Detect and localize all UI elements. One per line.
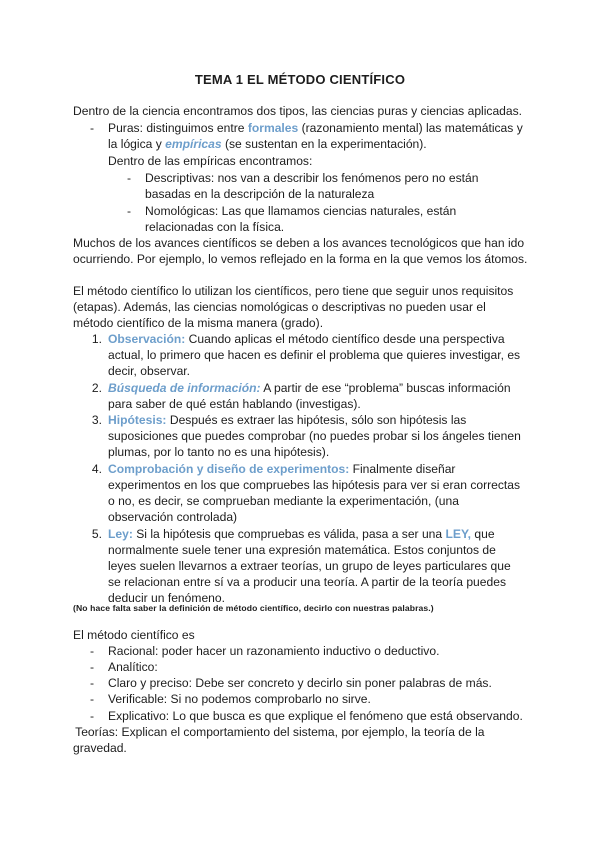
step-term: Ley: [108, 527, 133, 541]
dash-bullet: - [90, 709, 95, 723]
metodo-line-2: (etapas). Además, las ciencias nomológicas o descriptivas no pueden usar el [73, 300, 486, 314]
sub-item-descriptivas: Descriptivas: nos van a describir los fenómenos pero no están [145, 171, 479, 185]
step-term: Observación: [108, 332, 186, 346]
dash-bullet: - [90, 644, 95, 658]
note-text: (No hace falta saber la definición de método científico, decirlo con nuestras palabras.) [73, 603, 434, 613]
step-term: Búsqueda de información: [108, 381, 261, 395]
step-line: deducir un fenómeno. [108, 591, 225, 605]
es-item: Explicativo: Lo que busca es que explique el fenómeno que está observando. [108, 709, 523, 723]
step-number: 3. [91, 413, 102, 427]
dash-bullet: - [90, 660, 95, 674]
step-number: 1. [91, 332, 102, 346]
es-item: Claro y preciso: Debe ser concreto y decirlo sin poner palabras de más. [108, 676, 492, 690]
dash-bullet: - [90, 676, 95, 690]
intro-text: Dentro de la ciencia encontramos dos tipos, las ciencias puras y ciencias aplicadas. [73, 104, 523, 118]
puras-line-3: Dentro de las empíricas encontramos: [108, 154, 313, 168]
dash-bullet: - [127, 204, 132, 218]
step-number: 4. [91, 462, 102, 476]
es-item: Racional: poder hacer un razonamiento inductivo o deductivo. [108, 644, 440, 658]
step-line: actual, lo primero que hacen es definir el problema que quieres investigar, es [108, 348, 521, 362]
formales-term: formales [247, 121, 299, 135]
step-line: leyes suelen llevarnos a extraer teorías, un grupo de leyes particulares que [108, 559, 511, 573]
step-line: decir, observar. [108, 364, 191, 378]
step-comprobacion: Comprobación y diseño de experimentos: Finalmente diseñar [108, 462, 456, 476]
step-observacion: Observación: Cuando aplicas el método científico desde una perspectiva [108, 332, 505, 346]
step-term: Comprobación y diseño de experimentos: [108, 462, 350, 476]
dash-bullet: - [127, 171, 132, 185]
dash-bullet: - [90, 692, 95, 706]
puras-line-2: la lógica y empíricas (se sustentan en la experimentación). [108, 137, 427, 151]
step-line: se relacionan entre sí va a producir una teoría. A partir de la teoría puedes [108, 575, 506, 589]
step-line: experimentos en los que compruebes las hipótesis para ver si eran correctas [108, 478, 521, 492]
step-ley: Ley: Si la hipótesis que compruebas es válida, pasa a ser una LEY, que [108, 527, 495, 541]
step-number: 5. [91, 527, 102, 541]
dash-bullet: - [90, 121, 95, 135]
sub-item-nomologicas: Nomológicas: Las que llamamos ciencias naturales, están [145, 204, 457, 218]
metodo-line-1: El método científico lo utilizan los científicos, pero tiene que seguir unos requisitos [73, 284, 514, 298]
step-busqueda: Búsqueda de información: A partir de ese “problema” buscas información [108, 381, 511, 395]
metodo-line-3: método científico de la misma manera (grado). [73, 316, 324, 330]
step-number: 2. [91, 381, 102, 395]
teorias-line-2: gravedad. [73, 741, 127, 755]
step-line: suposiciones que puedes comprobar (no puedes probar si los ángeles tienen [108, 429, 521, 443]
puras-line-1: Puras: distinguimos entre formales (razonamiento mental) las matemáticas y [108, 121, 523, 135]
step-line: para saber de qué están hablando (investigas). [108, 397, 361, 411]
ley-term: LEY, [445, 527, 472, 541]
sub-item-nomologicas-cont: relacionadas con la física. [145, 220, 285, 234]
sub-item-descriptivas-cont: basadas en la descripción de la naturaleza [145, 187, 375, 201]
step-line: normalmente suele tener una expresión matemática. Estos conjuntos de [108, 543, 496, 557]
es-item: Analítico: [108, 660, 158, 674]
step-hipotesis: Hipótesis: Después es extraer las hipótesis, sólo son hipótesis las [108, 413, 467, 427]
teorias-line-1: Teorías: Explican el comportamiento del sistema, por ejemplo, la teoría de la [72, 725, 485, 739]
es-heading: El método científico es [73, 628, 195, 642]
step-term: Hipótesis: [108, 413, 167, 427]
empiricas-term: empíricas [165, 137, 222, 151]
avances-line-2: ocurriendo. Por ejemplo, lo vemos reflejado en la forma en la que vemos los átomos. [73, 252, 528, 266]
step-line: observación controlada) [108, 510, 238, 524]
avances-line-1: Muchos de los avances científicos se deben a los avances tecnológicos que han ido [73, 236, 525, 250]
step-line: plumas, por lo tanto no es una hipótesis). [108, 445, 330, 459]
es-item: Verificable: Si no podemos comprobarlo no sirve. [108, 692, 371, 706]
step-line: o no, es decir, se comprueban mediante la experimentación, (una [108, 494, 459, 508]
page-title: TEMA 1 EL MÉTODO CIENTÍFICO [194, 72, 406, 87]
